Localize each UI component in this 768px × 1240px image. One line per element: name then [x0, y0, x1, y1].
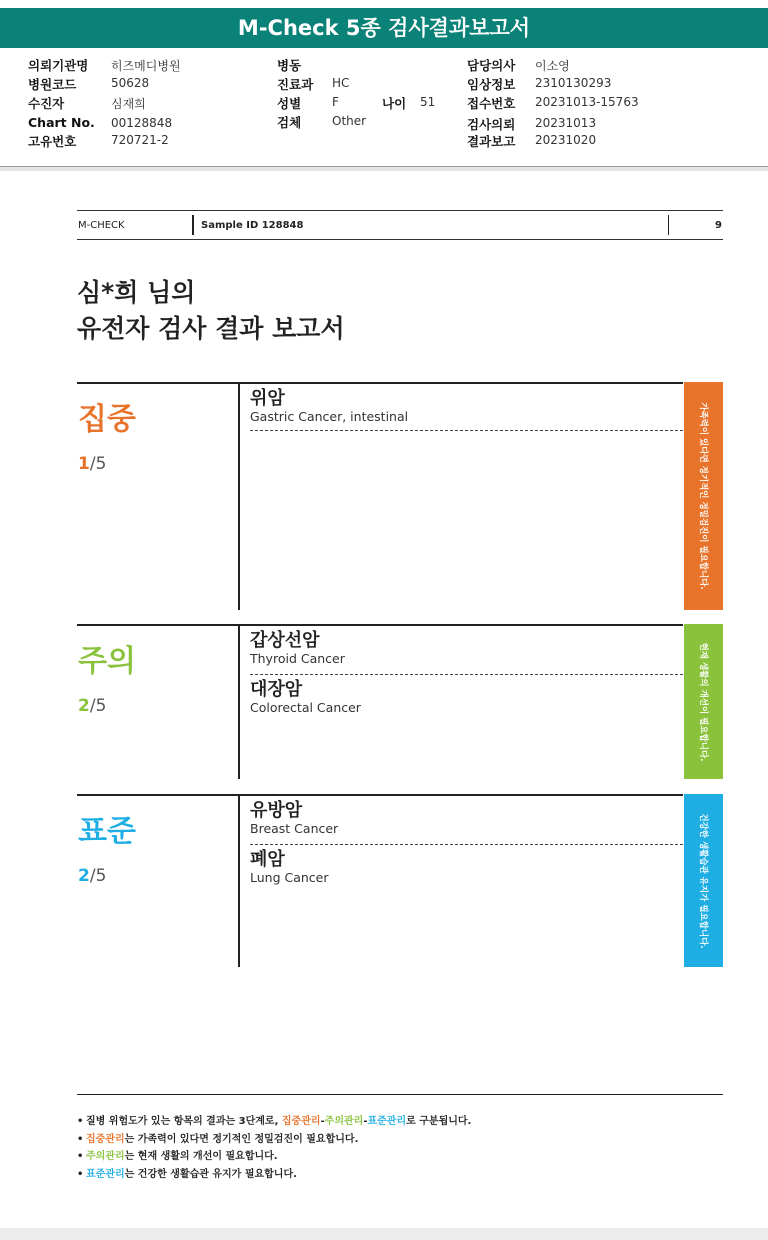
category-label: 집중 — [78, 402, 136, 437]
doctor-label: 담당의사 — [467, 58, 516, 73]
section-rule — [77, 624, 683, 626]
category-ratio — [78, 866, 106, 886]
category-ratio — [78, 696, 106, 716]
bullet: • — [77, 1133, 84, 1145]
ratio-total: /5 — [89, 696, 107, 716]
divider-band — [0, 167, 768, 171]
ratio-count: 1 — [78, 454, 90, 474]
receipt-no-value: 20231013-15763 — [535, 95, 639, 109]
request-date-value: 20231013 — [535, 116, 597, 130]
specimen-value: Other — [332, 114, 367, 128]
institution-value: 히즈메디병원 — [111, 59, 181, 73]
dashed-divider — [250, 674, 683, 675]
note-text: 질병 위험도가 있는 항목의 결과는 3단계로, — [86, 1116, 282, 1127]
side-note-banner — [684, 624, 723, 779]
chart-no-value: 00128848 — [111, 116, 173, 130]
category-label: 주의 — [78, 644, 136, 679]
hospital-code-value: 50628 — [111, 76, 150, 90]
side-note-banner — [684, 382, 723, 610]
report-page-header — [77, 210, 723, 240]
hospital-code-label: 병원코드 — [28, 77, 77, 92]
department-label: 진료과 — [277, 77, 314, 92]
dashed-divider — [250, 844, 683, 845]
title-line-1: 심*희 님의 — [77, 278, 196, 307]
doctor-value: 이소영 — [535, 59, 570, 73]
note-text: 는 가족력이 있다면 정기적인 정밀검진이 필요합니다. — [124, 1133, 359, 1145]
note-key: 주의관리 — [86, 1151, 125, 1162]
note-dash: - — [363, 1116, 368, 1127]
item-english-name: Gastric Cancer, intestinal — [250, 409, 409, 424]
note-line — [77, 1166, 471, 1184]
result-item — [250, 680, 683, 716]
result-item — [250, 801, 683, 837]
note-caution: 주의관리 — [324, 1116, 364, 1127]
note-standard: 표준관리 — [367, 1116, 407, 1127]
note-intensive: 집중관리 — [281, 1116, 321, 1127]
category-ratio — [78, 454, 106, 474]
note-text: 는 건강한 생활습관 유지가 필요합니다. — [124, 1168, 297, 1180]
note-key: 집중관리 — [86, 1133, 125, 1145]
unique-no-value: 720721-2 — [111, 133, 169, 147]
item-english-name: Lung Cancer — [250, 870, 329, 885]
ratio-total: /5 — [89, 454, 107, 474]
page-title — [77, 275, 345, 347]
item-english-name: Thyroid Cancer — [250, 651, 345, 666]
note-text: 로 구분됩니다. — [406, 1116, 472, 1127]
ratio-count: 2 — [78, 866, 90, 886]
section-divider — [238, 382, 240, 610]
side-note-banner — [684, 794, 723, 967]
examinee-value: 심재희 — [111, 97, 146, 111]
result-item — [250, 631, 683, 667]
item-korean-name: 폐암 — [250, 849, 285, 870]
age-label: 나이 — [382, 96, 407, 111]
ratio-count: 2 — [78, 696, 90, 716]
note-line — [77, 1131, 471, 1149]
note-key: 표준관리 — [86, 1168, 125, 1180]
legend-notes — [77, 1113, 471, 1183]
sample-id: Sample ID 128848 — [201, 220, 304, 231]
specimen-label: 검체 — [277, 115, 302, 130]
item-korean-name: 유방암 — [250, 800, 303, 821]
unique-no-label: 고유번호 — [28, 134, 77, 149]
item-korean-name: 위암 — [250, 388, 285, 409]
result-item — [250, 389, 683, 425]
page-number: 9 — [715, 220, 722, 231]
category-label: 표준 — [78, 814, 136, 849]
item-korean-name: 대장암 — [250, 679, 303, 700]
report-title-bar — [0, 8, 768, 48]
side-note-text: 현재 생활의 개선이 필요합니다. — [697, 642, 708, 761]
side-note-text: 가족력이 있다면 정기적인 정밀검진이 필요합니다. — [697, 402, 708, 590]
receipt-no-label: 접수번호 — [467, 96, 516, 111]
report-date-value: 20231020 — [535, 133, 597, 147]
dashed-divider — [250, 430, 683, 431]
section-intensive — [77, 382, 723, 610]
brand-label: M-CHECK — [78, 220, 125, 231]
title-line-2: 유전자 검사 결과 보고서 — [77, 314, 345, 343]
side-note-text: 건강한 생활습관 유지가 필요합니다. — [697, 812, 708, 949]
bottom-band — [0, 1228, 768, 1240]
report-date-label: 결과보고 — [467, 134, 516, 149]
note-line — [77, 1148, 471, 1166]
ward-label: 병동 — [277, 58, 302, 73]
bullet: • — [77, 1168, 84, 1180]
section-rule — [77, 382, 683, 384]
department-value: HC — [332, 76, 350, 90]
examinee-label: 수진자 — [28, 96, 65, 111]
institution-label: 의뢰기관명 — [28, 58, 89, 73]
age-value: 51 — [420, 95, 436, 109]
section-caution — [77, 624, 723, 779]
bullet: • — [77, 1116, 84, 1127]
item-korean-name: 갑상선암 — [250, 630, 320, 651]
note-line — [77, 1113, 471, 1131]
section-rule — [77, 794, 683, 796]
patient-info-panel — [0, 48, 768, 167]
sex-value: F — [332, 95, 339, 109]
note-dash: - — [320, 1116, 325, 1127]
bullet: • — [77, 1151, 84, 1162]
clinical-info-label: 임상정보 — [467, 77, 516, 92]
header-separator — [192, 215, 194, 235]
request-date-label: 검사의뢰 — [467, 117, 516, 132]
section-divider — [238, 794, 240, 967]
footer-rule — [77, 1094, 723, 1095]
section-divider — [238, 624, 240, 779]
item-english-name: Breast Cancer — [250, 821, 339, 836]
item-english-name: Colorectal Cancer — [250, 700, 361, 715]
ratio-total: /5 — [89, 866, 107, 886]
result-item — [250, 850, 683, 886]
sex-label: 성별 — [277, 96, 302, 111]
chart-no-label: Chart No. — [28, 115, 95, 130]
clinical-info-value: 2310130293 — [535, 76, 612, 90]
note-text: 는 현재 생활의 개선이 필요합니다. — [124, 1151, 278, 1162]
section-standard — [77, 794, 723, 967]
report-title: M-Check 5종 검사결과보고서 — [237, 16, 531, 40]
header-separator — [668, 215, 669, 235]
